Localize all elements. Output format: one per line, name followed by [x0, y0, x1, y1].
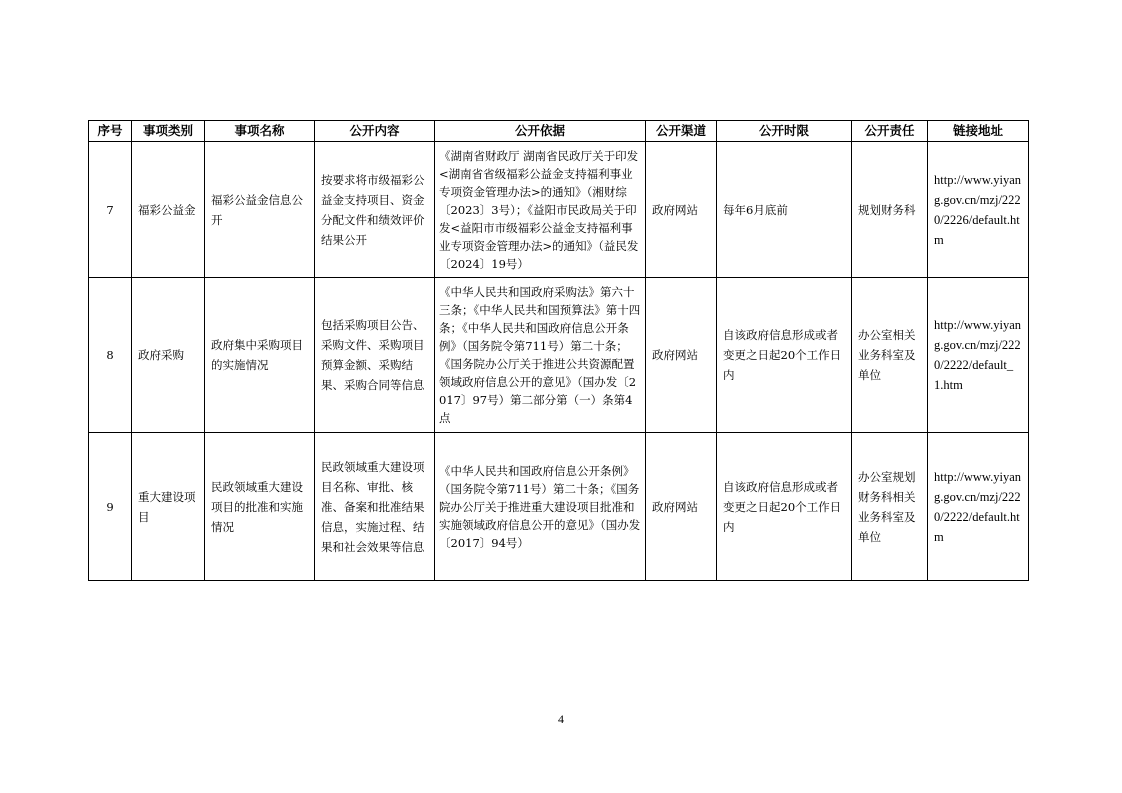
- row-name: 民政领域重大建设项目的批准和实施情况: [205, 433, 315, 581]
- row-basis: 《中华人民共和国政府采购法》第六十三条；《中华人民共和国预算法》第十四条；《中华人民共和国政府信息公开条例》（国务院令第711号）第二十条；《国务院办公厅关于推进公共资源配置领域政府信息公开的意见》（国办发〔2017〕97号）第二部分第（一）条第4点: [435, 278, 646, 433]
- table-row: [89, 433, 1029, 581]
- row-number: 7: [89, 142, 132, 278]
- row-basis: 《湖南省财政厅 湖南省民政厅关于印发<湖南省省级福彩公益金支持福利事业专项资金管理办法>的通知》（湘财综〔2023〕3号）；《益阳市民政局关于印发<益阳市市级福彩公益金支持福利事业专项资金管理办法>的通知》（益民发〔2024〕19号）: [435, 142, 646, 278]
- row-responsibility: 办公室相关业务科室及单位: [852, 278, 928, 433]
- row-name: 福彩公益金信息公开: [205, 142, 315, 278]
- disclosure-table-container: [88, 120, 1028, 581]
- row-basis: 《中华人民共和国政府信息公开条例》（国务院令第711号）第二十条；《国务院办公厅关于推进重大建设项目批准和实施领域政府信息公开的意见》（国办发〔2017〕94号）: [435, 433, 646, 581]
- header-cell-category: 事项类别: [132, 121, 205, 142]
- row-content: 包括采购项目公告、采购文件、采购项目预算金额、采购结果、采购合同等信息: [315, 278, 435, 433]
- row-link[interactable]: http://www.yiyang.gov.cn/mzj/2220/2222/default.htm: [928, 433, 1029, 581]
- disclosure-table: [88, 120, 1029, 581]
- row-link[interactable]: http://www.yiyang.gov.cn/mzj/2220/2226/default.htm: [928, 142, 1029, 278]
- row-deadline: 自该政府信息形成或者变更之日起20个工作日内: [717, 433, 852, 581]
- header-cell-name: 事项名称: [205, 121, 315, 142]
- row-category: 重大建设项目: [132, 433, 205, 581]
- row-number: 8: [89, 278, 132, 433]
- row-channel: 政府网站: [646, 278, 717, 433]
- row-content: 按要求将市级福彩公益金支持项目、资金分配文件和绩效评价结果公开: [315, 142, 435, 278]
- table-header-row: [89, 121, 1029, 142]
- row-responsibility: 规划财务科: [852, 142, 928, 278]
- row-category: 福彩公益金: [132, 142, 205, 278]
- header-cell-responsibility: 公开责任: [852, 121, 928, 142]
- row-link[interactable]: http://www.yiyang.gov.cn/mzj/2220/2222/default_1.htm: [928, 278, 1029, 433]
- table-row: [89, 142, 1029, 278]
- row-deadline: 每年6月底前: [717, 142, 852, 278]
- header-cell-no: 序号: [89, 121, 132, 142]
- table-row: [89, 278, 1029, 433]
- row-content: 民政领域重大建设项目名称、审批、核准、备案和批准结果信息，实施过程、结果和社会效果等信息: [315, 433, 435, 581]
- header-cell-channel: 公开渠道: [646, 121, 717, 142]
- row-channel: 政府网站: [646, 142, 717, 278]
- header-cell-deadline: 公开时限: [717, 121, 852, 142]
- header-cell-link: 链接地址: [928, 121, 1029, 142]
- header-cell-content: 公开内容: [315, 121, 435, 142]
- row-number: 9: [89, 433, 132, 581]
- header-cell-basis: 公开依据: [435, 121, 646, 142]
- row-responsibility: 办公室规划财务科相关业务科室及单位: [852, 433, 928, 581]
- row-deadline: 自该政府信息形成或者变更之日起20个工作日内: [717, 278, 852, 433]
- row-channel: 政府网站: [646, 433, 717, 581]
- page-number: 4: [558, 712, 564, 726]
- row-name: 政府集中采购项目的实施情况: [205, 278, 315, 433]
- row-category: 政府采购: [132, 278, 205, 433]
